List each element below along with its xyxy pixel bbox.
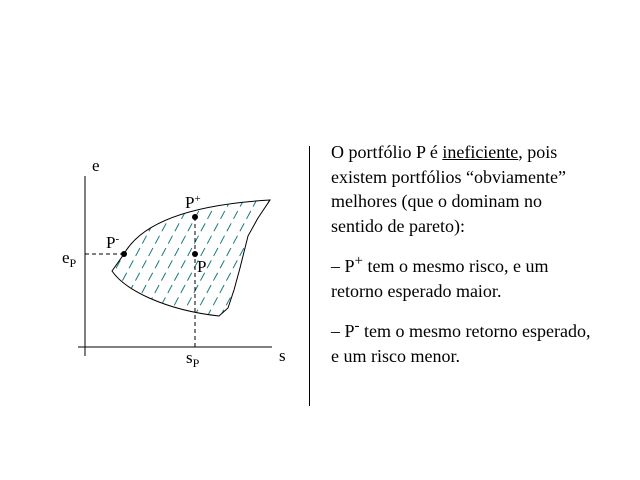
inefficiency-paragraph: O portfólio P é ineficiente, pois existem portfólios “obviamente” melhores (que o dominam no sentido de pareto): [331, 142, 566, 236]
hatch-lines [0, 190, 300, 330]
p-minus-point [121, 251, 127, 257]
p-plus-label: P+ [185, 193, 201, 212]
p-label: P [197, 257, 207, 276]
hatch-line [278, 190, 300, 330]
hatch-line [0, 190, 54, 330]
hatch-line [0, 190, 28, 330]
hatch-line [0, 190, 15, 330]
p-minus-paragraph: – P- tem o mesmo retorno esperado, e um risco menor. [331, 318, 591, 366]
y-axis-label: e [92, 156, 100, 175]
p-plus-point [192, 214, 198, 220]
efficient-frontier-diagram [0, 0, 300, 400]
hatch-line [18, 190, 93, 330]
hatch-line [44, 190, 119, 330]
hatch-line [0, 190, 67, 330]
vertical-divider [309, 146, 310, 406]
s-p-label: $s_P$ [186, 348, 200, 370]
ineficiente-term: ineficiente [442, 142, 519, 162]
hatch-line [265, 190, 300, 330]
hatch-line [70, 190, 145, 330]
hatch-line [83, 190, 158, 330]
hatch-line [96, 190, 171, 330]
x-axis-label: s [279, 346, 286, 365]
p-minus-label: P- [106, 233, 120, 252]
hatch-line [239, 190, 300, 330]
hatch-line [252, 190, 300, 330]
explanation-text-panel [331, 140, 593, 379]
e-p-label: $e_P$ [62, 248, 77, 270]
p-plus-paragraph: – P+ tem o mesmo risco, e um retorno esperado maior. [331, 253, 549, 301]
hatch-line [291, 190, 300, 330]
hatch-line [0, 190, 41, 330]
